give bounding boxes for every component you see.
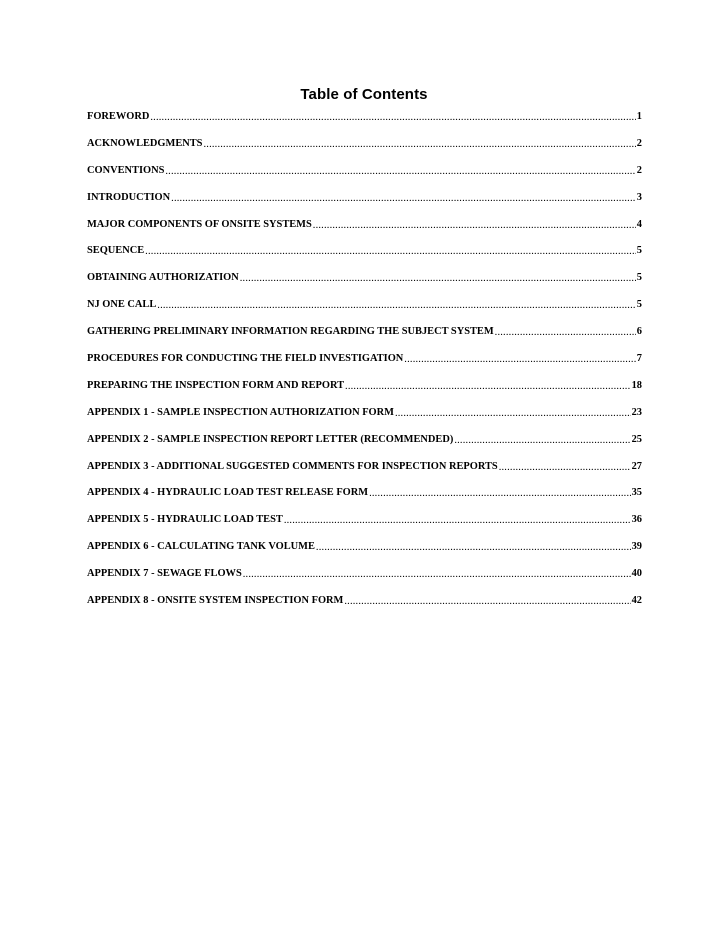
toc-entry-page-number[interactable]: 6 <box>636 326 642 338</box>
toc-entry[interactable] <box>87 192 642 219</box>
toc-entry[interactable] <box>87 461 642 488</box>
toc-entry-page-number[interactable]: 42 <box>631 595 642 607</box>
toc-entry-page-number[interactable]: 5 <box>636 245 642 257</box>
toc-entry[interactable] <box>87 595 642 622</box>
toc-entry-label[interactable]: INTRODUCTION <box>87 191 171 203</box>
toc-entry[interactable] <box>87 326 642 353</box>
toc-dot-leader <box>316 542 631 554</box>
toc-entry-label[interactable]: MAJOR COMPONENTS OF ONSITE SYSTEMS <box>87 218 312 230</box>
toc-entry-label[interactable]: NJ ONE CALL <box>87 299 157 311</box>
toc-dot-leader <box>344 596 630 608</box>
toc-entry[interactable] <box>87 138 642 165</box>
toc-entry-page-number[interactable]: 27 <box>631 460 642 472</box>
toc-entry-page-number[interactable]: 7 <box>636 353 642 365</box>
toc-entry-page-number[interactable]: 36 <box>631 514 642 526</box>
toc-entry-page-number[interactable]: 23 <box>631 406 642 418</box>
toc-entry[interactable] <box>87 111 642 138</box>
toc-entry[interactable] <box>87 407 642 434</box>
toc-entry[interactable] <box>87 514 642 541</box>
toc-dot-leader <box>454 435 630 447</box>
toc-dot-leader <box>203 139 635 151</box>
toc-entry-page-number[interactable]: 5 <box>636 299 642 311</box>
toc-dot-leader <box>240 273 636 285</box>
toc-entry-page-number[interactable]: 5 <box>636 272 642 284</box>
toc-entry[interactable] <box>87 380 642 407</box>
toc-entry-label[interactable]: APPENDIX 8 - ONSITE SYSTEM INSPECTION FORM <box>87 595 344 607</box>
toc-entry-label[interactable]: CONVENTIONS <box>87 164 165 176</box>
toc-dot-leader <box>495 327 636 339</box>
toc-entry-label[interactable]: PROCEDURES FOR CONDUCTING THE FIELD INVESTIGATION <box>87 353 404 365</box>
toc-dot-leader <box>145 246 636 258</box>
toc-entry[interactable] <box>87 299 642 326</box>
toc-entry-label[interactable]: OBTAINING AUTHORIZATION <box>87 272 239 284</box>
toc-title: Table of Contents <box>300 86 428 103</box>
toc-entry[interactable] <box>87 487 642 514</box>
toc-entry[interactable] <box>87 245 642 272</box>
toc-dot-leader <box>313 220 636 232</box>
toc-entry-label[interactable]: ACKNOWLEDGMENTS <box>87 137 203 149</box>
toc-entry-page-number[interactable]: 25 <box>631 433 642 445</box>
toc-entry[interactable] <box>87 272 642 299</box>
toc-entry-label[interactable]: FOREWORD <box>87 111 150 122</box>
toc-entry-page-number[interactable]: 2 <box>636 164 642 176</box>
toc-entry-page-number[interactable]: 3 <box>636 191 642 203</box>
toc-entry-label[interactable]: APPENDIX 1 - SAMPLE INSPECTION AUTHORIZATION FORM <box>87 406 394 418</box>
toc-dot-leader <box>243 569 631 581</box>
toc-dot-leader <box>499 462 631 474</box>
toc-entry[interactable] <box>87 541 642 568</box>
toc-entry-label[interactable]: APPENDIX 2 - SAMPLE INSPECTION REPORT LETTER (RECOMMENDED) <box>87 433 454 445</box>
toc-entry-label[interactable]: SEQUENCE <box>87 245 145 257</box>
toc-entry-page-number[interactable]: 18 <box>631 379 642 391</box>
toc-entry-page-number[interactable]: 2 <box>636 137 642 149</box>
toc-entry-label[interactable]: APPENDIX 4 - HYDRAULIC LOAD TEST RELEASE FORM <box>87 487 369 499</box>
toc-entry-label[interactable]: APPENDIX 3 - ADDITIONAL SUGGESTED COMMENTS FOR INSPECTION REPORTS <box>87 460 498 472</box>
toc-dot-leader <box>171 193 636 205</box>
toc-entry[interactable] <box>87 219 642 246</box>
toc-dot-leader <box>369 488 631 500</box>
toc-entry-page-number[interactable]: 40 <box>631 568 642 580</box>
toc-entry[interactable] <box>87 568 642 595</box>
toc-entry-page-number[interactable]: 1 <box>636 111 642 122</box>
toc-entry-page-number[interactable]: 4 <box>636 218 642 230</box>
toc-dot-leader <box>157 300 636 312</box>
toc-entry-page-number[interactable]: 35 <box>631 487 642 499</box>
toc-entry-label[interactable]: APPENDIX 6 - CALCULATING TANK VOLUME <box>87 541 315 553</box>
toc-entry-label[interactable]: GATHERING PRELIMINARY INFORMATION REGARDING THE SUBJECT SYSTEM <box>87 326 494 338</box>
toc-list <box>87 111 642 622</box>
toc-dot-leader <box>284 515 631 527</box>
toc-dot-leader <box>150 112 635 124</box>
toc-entry-label[interactable]: APPENDIX 7 - SEWAGE FLOWS <box>87 568 242 580</box>
toc-entry[interactable] <box>87 353 642 380</box>
toc-entry[interactable] <box>87 165 642 192</box>
toc-dot-leader <box>404 354 636 366</box>
toc-dot-leader <box>165 166 635 178</box>
toc-dot-leader <box>345 381 631 393</box>
toc-entry-page-number[interactable]: 39 <box>631 541 642 553</box>
toc-entry-label[interactable]: APPENDIX 5 - HYDRAULIC LOAD TEST <box>87 514 283 526</box>
toc-dot-leader <box>395 408 631 420</box>
toc-entry[interactable] <box>87 434 642 461</box>
toc-entry-label[interactable]: PREPARING THE INSPECTION FORM AND REPORT <box>87 379 345 391</box>
